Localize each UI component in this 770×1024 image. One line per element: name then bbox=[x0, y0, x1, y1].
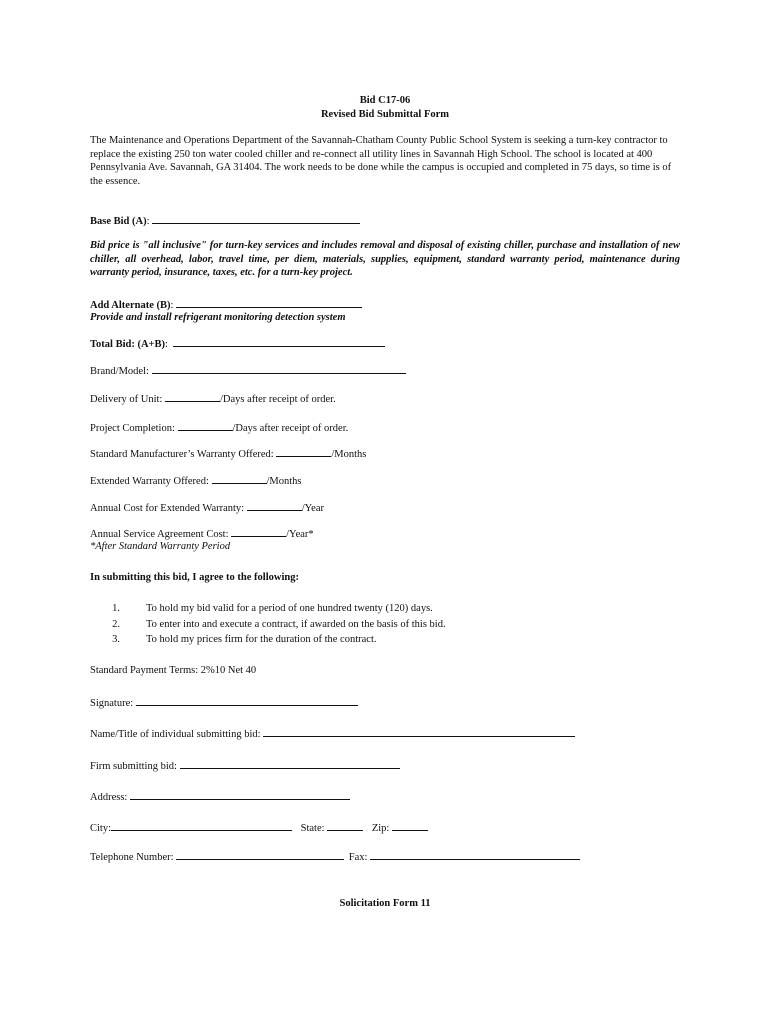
agreement-item: 1. To hold my bid valid for a period of one hundred twenty (120) days. bbox=[112, 603, 433, 614]
phone-fax-row bbox=[90, 849, 580, 864]
signature-field[interactable] bbox=[136, 695, 358, 706]
alternate-label: Add Alternate (B) bbox=[90, 300, 171, 311]
name-title-row bbox=[90, 726, 575, 741]
base-bid-field[interactable] bbox=[152, 213, 360, 224]
completion-suffix: /Days after receipt of order. bbox=[232, 423, 349, 434]
annual-cost-label: Annual Cost for Extended Warranty: bbox=[90, 503, 245, 514]
fax-label: Fax: bbox=[348, 852, 368, 863]
brand-model-row bbox=[90, 363, 406, 378]
completion-label: Project Completion: bbox=[90, 423, 175, 434]
annual-cost-row bbox=[90, 500, 324, 515]
base-bid-label: Base Bid (A) bbox=[90, 216, 147, 227]
delivery-row bbox=[90, 391, 336, 406]
payment-terms: Standard Payment Terms: 2%10 Net 40 bbox=[90, 665, 257, 676]
alternate-note: Provide and install refrigerant monitoring detection system bbox=[90, 312, 346, 323]
annual-cost-field[interactable] bbox=[247, 500, 302, 511]
bid-note: Bid price is "all inclusive" for turn-key services and includes removal and disposal of existing chiller, purchase and installation of new chiller, all overhead, labor, travel time, per diem, materials, supplies, equipment, standard warranty period, maintenance during warranty period, insurance, taxes, etc. for a turn-key project. bbox=[90, 240, 680, 278]
delivery-field[interactable] bbox=[165, 391, 220, 402]
ext-warranty-row bbox=[90, 473, 302, 488]
address-field[interactable] bbox=[130, 789, 350, 800]
phone-field[interactable] bbox=[176, 849, 344, 860]
agreement-item: 2. To enter into and execute a contract, if awarded on the basis of this bid. bbox=[112, 619, 446, 630]
completion-row bbox=[90, 420, 348, 435]
form-subtitle: Revised Bid Submittal Form bbox=[320, 109, 450, 120]
signature-row bbox=[90, 695, 358, 710]
service-suffix: /Year* bbox=[286, 529, 314, 540]
state-label: State: bbox=[300, 823, 325, 834]
std-warranty-field[interactable] bbox=[276, 446, 331, 457]
phone-label: Telephone Number: bbox=[90, 852, 174, 863]
firm-field[interactable] bbox=[180, 758, 400, 769]
service-field[interactable] bbox=[231, 526, 286, 537]
address-row bbox=[90, 789, 350, 804]
std-warranty-row bbox=[90, 446, 366, 461]
service-row bbox=[90, 526, 314, 541]
base-bid-row: Base Bid (A): bbox=[90, 213, 360, 228]
alternate-row: Add Alternate (B): bbox=[90, 297, 362, 312]
service-note: *After Standard Warranty Period bbox=[90, 541, 231, 552]
firm-row bbox=[90, 758, 400, 773]
completion-field[interactable] bbox=[178, 420, 233, 431]
state-field[interactable] bbox=[327, 820, 363, 831]
service-label: Annual Service Agreement Cost: bbox=[90, 529, 229, 540]
intro-paragraph: The Maintenance and Operations Department of the Savannah-Chatham County Public School System is seeking a turn-key contractor to replace the existing 250 ton water cooled chiller and re-connect all utility lines in Savannah High School. The school is located at 400 Pennsylvania Ave. Savannah, GA 31404. The work needs to be done while the campus is occupied and completed in 75 days, so time is of the essence. bbox=[90, 135, 672, 187]
brand-model-field[interactable] bbox=[152, 363, 406, 374]
delivery-label: Delivery of Unit: bbox=[90, 394, 163, 405]
std-warranty-label: Standard Manufacturer’s Warranty Offered: bbox=[90, 449, 274, 460]
name-title-field[interactable] bbox=[263, 726, 575, 737]
ext-warranty-suffix: /Months bbox=[266, 476, 302, 487]
city-state-zip-row bbox=[90, 820, 428, 835]
fax-field[interactable] bbox=[370, 849, 580, 860]
alternate-field[interactable] bbox=[176, 297, 362, 308]
ext-warranty-label: Extended Warranty Offered: bbox=[90, 476, 209, 487]
zip-field[interactable] bbox=[392, 820, 428, 831]
total-bid-field[interactable] bbox=[173, 336, 385, 347]
std-warranty-suffix: /Months bbox=[331, 449, 367, 460]
firm-label: Firm submitting bid: bbox=[90, 761, 177, 772]
zip-label: Zip: bbox=[371, 823, 390, 834]
delivery-suffix: /Days after receipt of order. bbox=[219, 394, 336, 405]
ext-warranty-field[interactable] bbox=[212, 473, 267, 484]
footer-form-number: Solicitation Form 11 bbox=[339, 898, 431, 909]
city-label: City: bbox=[90, 823, 112, 834]
annual-cost-suffix: /Year bbox=[301, 503, 324, 514]
form-title: Bid C17-06 bbox=[359, 95, 411, 106]
agreement-item: 3. To hold my prices firm for the duration of the contract. bbox=[112, 634, 377, 645]
signature-label: Signature: bbox=[90, 698, 134, 709]
total-bid-label: Total Bid: (A+B) bbox=[90, 339, 166, 350]
total-bid-row: Total Bid: (A+B): bbox=[90, 336, 385, 351]
address-label: Address: bbox=[90, 792, 128, 803]
city-field[interactable] bbox=[111, 820, 292, 831]
name-title-label: Name/Title of individual submitting bid: bbox=[90, 729, 261, 740]
agreement-heading: In submitting this bid, I agree to the following: bbox=[90, 572, 299, 583]
brand-model-label: Brand/Model: bbox=[90, 366, 149, 377]
